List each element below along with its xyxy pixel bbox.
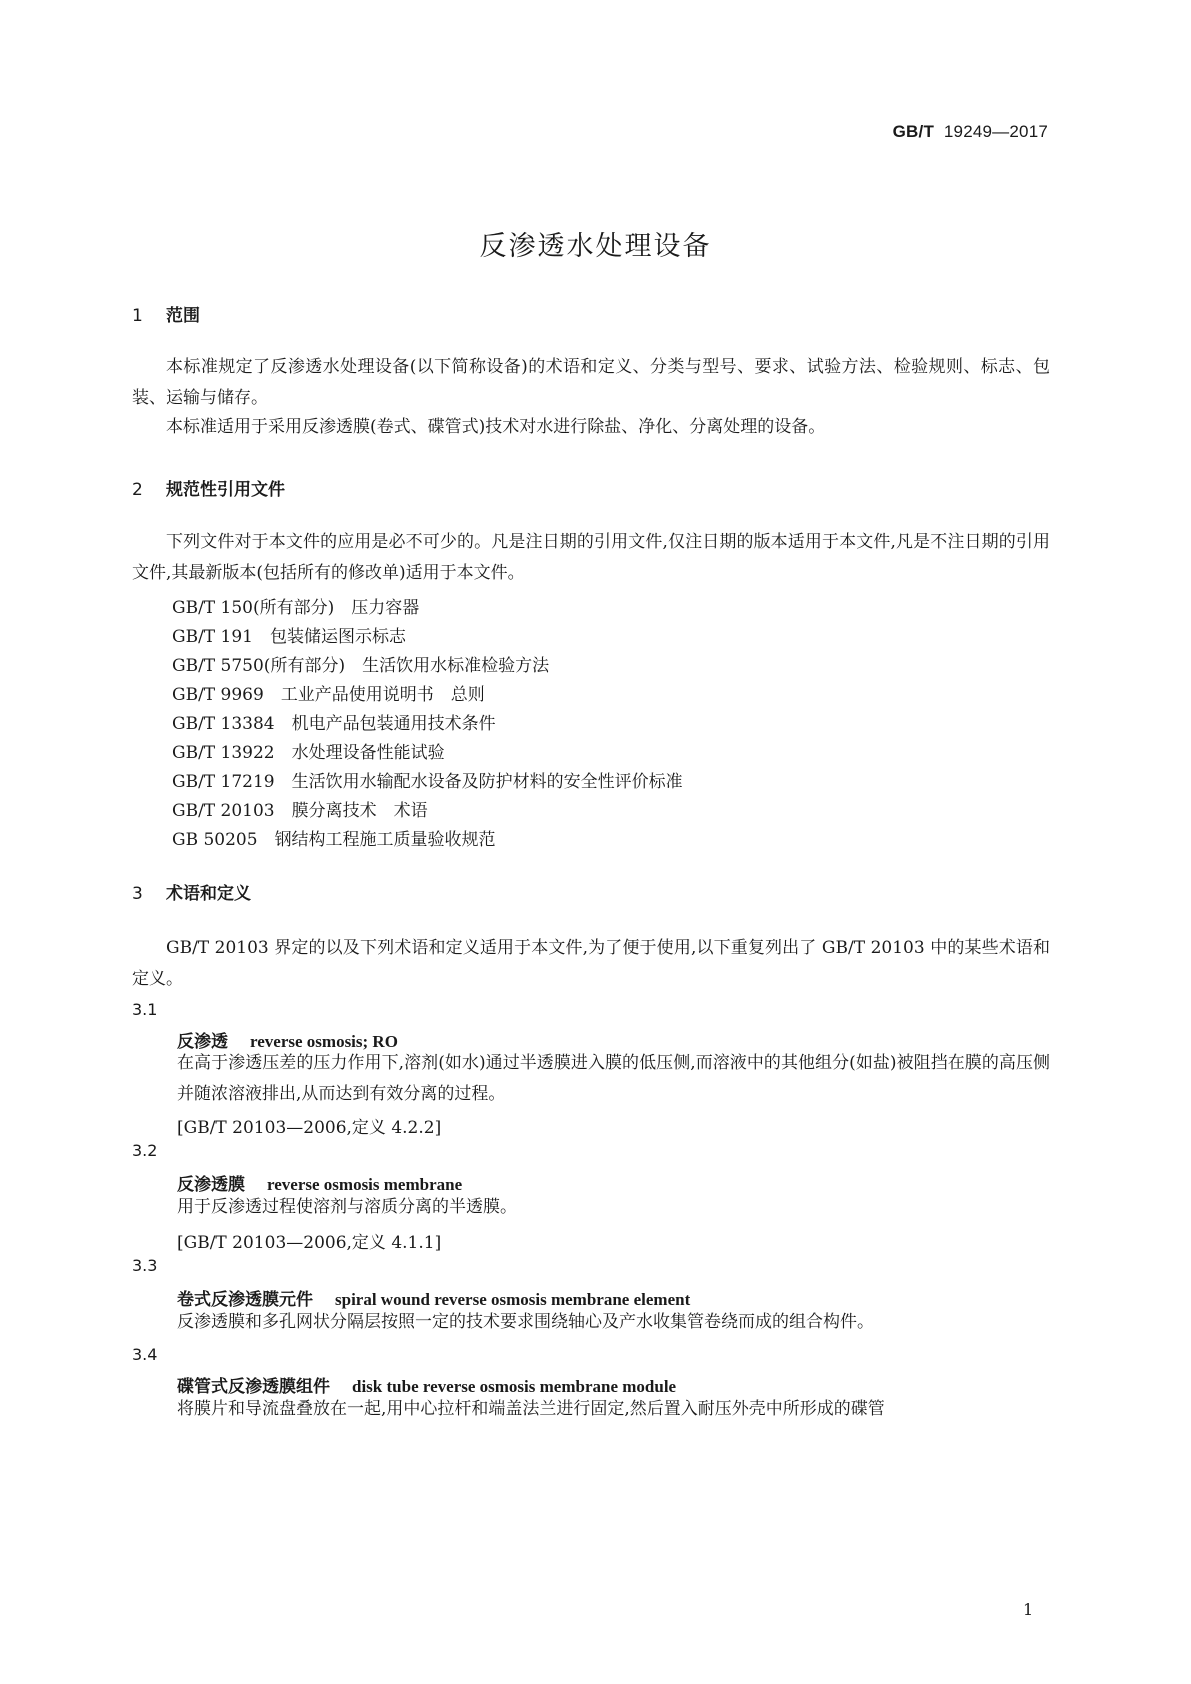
term-definition: 用于反渗透过程使溶剂与溶质分离的半透膜。 [177,1197,517,1217]
term-definition: 反渗透膜和多孔网状分隔层按照一定的技术要求围绕轴心及产水收集管卷绕而成的组合构件。 [177,1312,874,1332]
standard-code-number: 19249—2017 [943,122,1048,141]
reference-title: 压力容器 [351,598,420,618]
reference-code: GB/T 9969 [172,685,264,705]
reference-title: 工业产品使用说明书 总则 [280,685,485,705]
reference-title: 膜分离技术 术语 [291,801,428,821]
term-chinese: 反渗透膜 [177,1175,245,1195]
reference-code: GB 50205 [172,830,258,850]
reference-title: 生活饮用水输配水设备及防护材料的安全性评价标准 [291,772,683,792]
reference-item [172,796,428,821]
reference-title: 机电产品包装通用技术条件 [291,714,496,734]
section-number: 1 [132,306,143,326]
term-definition: 在高于渗透压差的压力作用下,溶剂(如水)通过半透膜进入膜的低压侧,而溶液中的其他组分(如盐)被阻挡在膜的高压侧并随浓溶液排出,从而达到有效分离的过程。 [177,1053,1050,1104]
reference-item [172,825,496,850]
clause-number: 3.3 [132,1256,158,1275]
term-english: reverse osmosis membrane [267,1175,463,1194]
section-2-intro: 下列文件对于本文件的应用是必不可少的。凡是注日期的引用文件,仅注日期的版本适用于本文件,凡是不注日期的引用文件,其最新版本(包括所有的修改单)适用于本文件。 [132,532,1050,583]
term-english: spiral wound reverse osmosis membrane element [335,1290,691,1309]
section-1-paragraph-2: 本标准适用于采用反渗透膜(卷式、碟管式)技术对水进行除盐、净化、分离处理的设备。 [166,417,826,437]
term-english: reverse osmosis; RO [250,1032,398,1051]
reference-code: GB/T 5750(所有部分) [172,656,346,676]
reference-item [172,593,419,618]
section-1-heading [132,301,200,326]
reference-item [172,709,496,734]
section-title: 规范性引用文件 [166,480,285,500]
page-number: 1 [1023,1600,1034,1619]
reference-code: GB/T 150(所有部分) [172,598,335,618]
document-title: 反渗透水处理设备 [479,231,712,262]
section-3-intro: GB/T 20103 界定的以及下列术语和定义适用于本文件,为了便于使用,以下重复列出了 GB/T 20103 中的某些术语和定义。 [132,938,1050,989]
reference-title: 生活饮用水标准检验方法 [362,656,550,676]
clause-number: 3.2 [132,1141,158,1160]
term-english: disk tube reverse osmosis membrane module [352,1377,677,1396]
section-title: 术语和定义 [166,884,251,904]
reference-code: GB/T 13922 [172,743,275,763]
term-chinese: 碟管式反渗透膜组件 [177,1377,330,1397]
reference-item [172,680,485,705]
term-definition: 将膜片和导流盘叠放在一起,用中心拉杆和端盖法兰进行固定,然后置入耐压外壳中所形成的碟管 [177,1399,885,1419]
reference-code: GB/T 191 [172,627,253,647]
reference-code: GB/T 17219 [172,772,275,792]
term-source: [GB/T 20103—2006,定义 4.1.1] [177,1233,442,1253]
section-number: 2 [132,480,143,500]
standard-code-prefix: GB/T [892,122,935,141]
term-source: [GB/T 20103—2006,定义 4.2.2] [177,1118,442,1138]
reference-code: GB/T 13384 [172,714,275,734]
term-chinese: 反渗透 [177,1032,228,1052]
reference-code: GB/T 20103 [172,801,275,821]
clause-number: 3.4 [132,1345,158,1364]
reference-item [172,651,549,676]
section-1-paragraph-1: 本标准规定了反渗透水处理设备(以下简称设备)的术语和定义、分类与型号、要求、试验方法、检验规则、标志、包装、运输与储存。 [132,357,1050,408]
reference-item [172,738,445,763]
section-number: 3 [132,884,143,904]
standard-code [848,122,1048,142]
section-2-heading [132,475,285,500]
term-chinese: 卷式反渗透膜元件 [177,1290,313,1310]
reference-title: 水处理设备性能试验 [291,743,445,763]
reference-item [172,622,406,647]
reference-item [172,767,683,792]
section-title: 范围 [166,306,200,326]
reference-title: 钢结构工程施工质量验收规范 [274,830,496,850]
reference-title: 包装储运图示标志 [270,627,406,647]
section-3-heading [132,879,251,904]
clause-number: 3.1 [132,1000,158,1019]
